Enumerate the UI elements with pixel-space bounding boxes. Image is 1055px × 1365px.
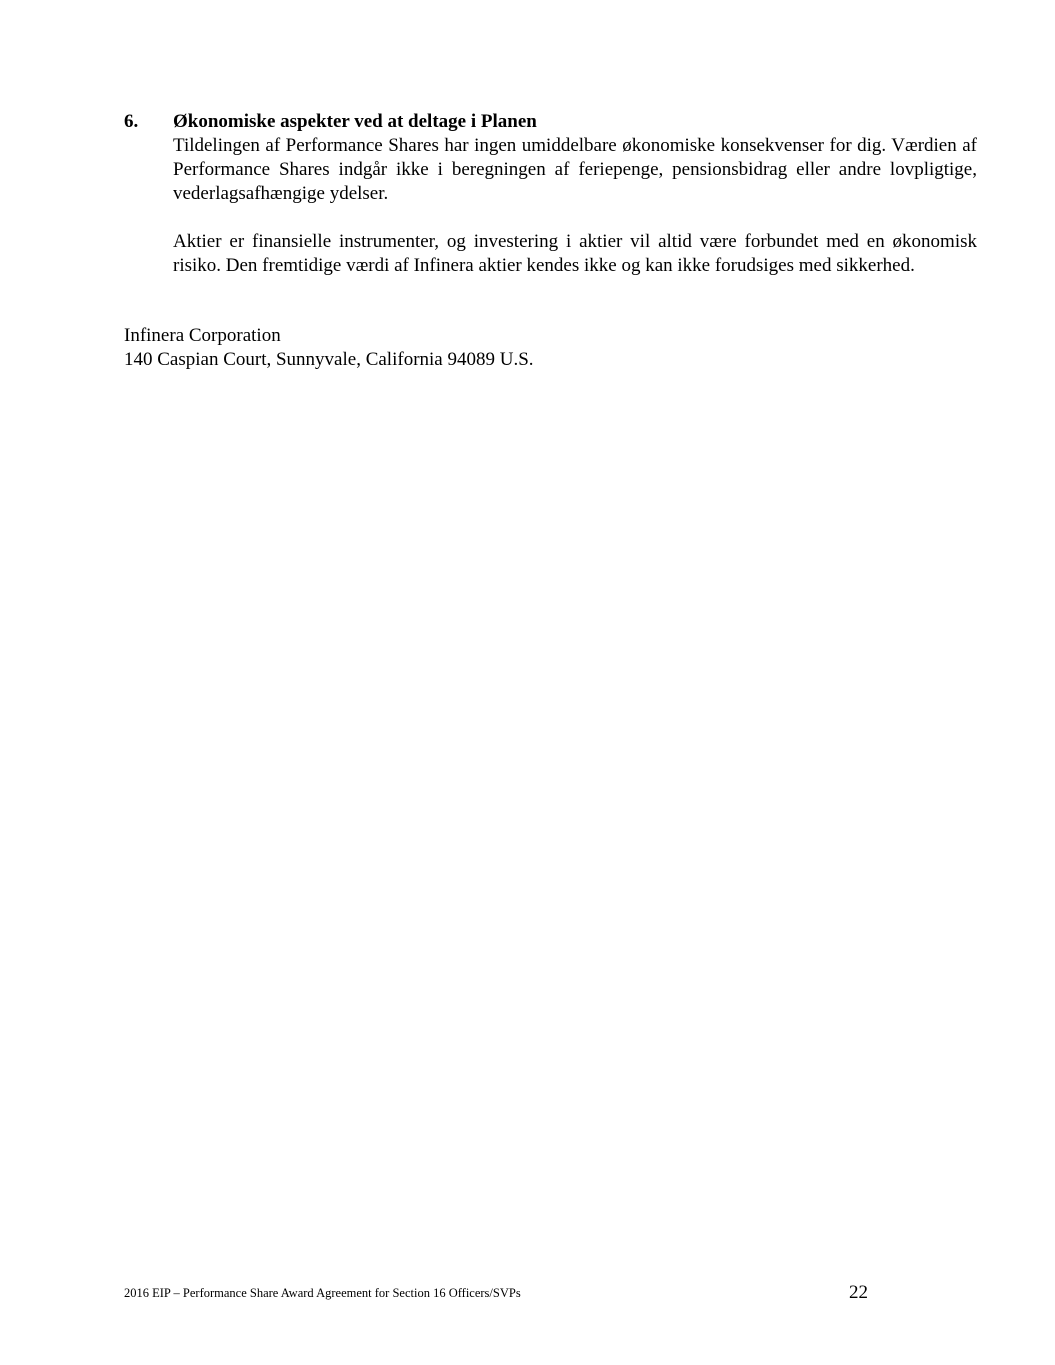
section-body (173, 134, 977, 278)
company-name: Infinera Corporation (124, 325, 281, 346)
paragraph-risk: Aktier er finansielle instrumenter, og investering i aktier vil altid være forbundet med en økonomisk risiko. Den fremtidige værdi af Infinera aktier kendes ikke og kan ikke forudsiges med sikkerhed. (173, 231, 977, 276)
section-heading (124, 110, 977, 134)
paragraph-economic-consequences: Tildelingen af Performance Shares har ingen umiddelbare økonomiske konsekvenser for dig. Værdien af Performance Shares indgår ikke i beregningen af feriepenge, pensionsbidrag eller andre lovpligtige, vederlagsafhængige ydelser. (173, 135, 977, 204)
footer-document-title: 2016 EIP – Performance Share Award Agreement for Section 16 Officers/SVPs (124, 1286, 521, 1300)
section-6 (124, 110, 977, 278)
section-number: 6. (124, 111, 139, 132)
company-street: 140 Caspian Court, Sunnyvale, California 94089 U.S. (124, 349, 534, 370)
section-title: Økonomiske aspekter ved at deltage i Planen (173, 111, 537, 132)
footer-page-number: 22 (849, 1282, 868, 1303)
company-address (124, 324, 534, 372)
